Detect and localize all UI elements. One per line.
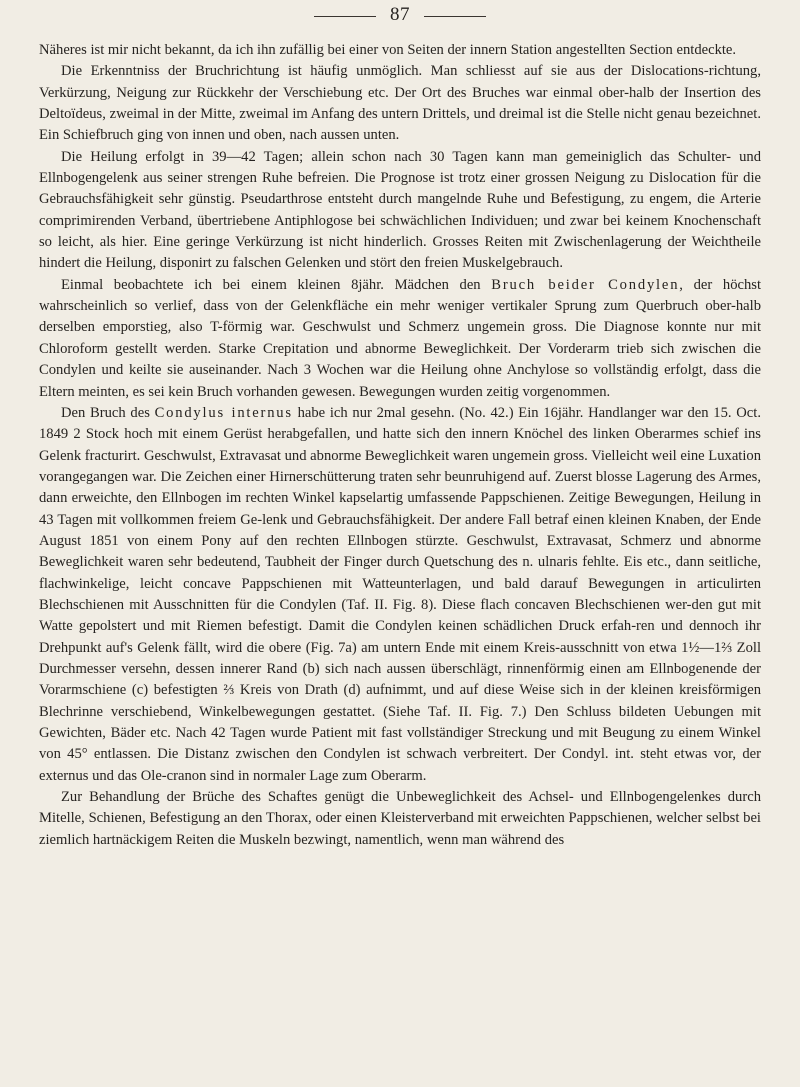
page-number: 87 bbox=[390, 4, 410, 25]
body-text bbox=[39, 40, 761, 851]
paragraph-lead-text: Einmal beobachtete ich bei einem kleinen 8jähr. Mädchen den bbox=[61, 276, 492, 293]
paragraph-section-note: Näheres ist mir nicht bekannt, da ich ihn zufällig bei einer von Seiten der innern Station angestellten Section entdeckte. bbox=[39, 42, 737, 58]
paragraph-body-text: habe ich nur 2mal gesehn. (No. 42.) Ein 16jähr. Handlanger war den 15. Oct. 1849 2 Stock hoch mit einem Gerüst herabgefallen, und hatte sich den innern Knöchel des linken Oberarmes schief ins Gelenk fracturirt. Geschwulst, Extravasat und abnorme Beweglichkeit waren ungemein gross. Vielleicht weil eine Luxation vorangegangen war. Die Zeichen einer Hirnerschütterung traten sehr beunruhigend auf. Zuerst blosse Lagerung des Armes, dann erweichte, den Ellnbogen im rechten Winkel kapselartig umfassende Pappschienen. Zeitige Bewegungen, Heilung in 43 Tagen mit vollkommen freiem Ge-lenk und Gebrauchsfähigkeit. Der andere Fall betraf einen kleinen Knaben, der Ende August 1851 von einem Pony auf den rechten Ellnbogen stürzte. Geschwulst, Extravasat, Schmerz und abnorme Beweglichkeit waren sehr bedeutend, Taubheit der Finger durch Quetschung des n. ulnaris fehlte. Eis etc., dann seitliche, flachwinkelige, leicht concave Pappschienen mit Watteunterlagen, und bald darauf Bewegungen in articulirten Blechschienen mit Ausschnitten für die Condylen (Taf. II. Fig. 8). Diese flach concaven Blechschienen wer-den gut mit Watte gepolstert und mit Riemen befestigt. Damit die Condylen keinen schädlichen Druck erfah-ren und dennoch ihr Drehpunkt auf's Gelenk fällt, wird die obere (Fig. 7a) am untern Ende mit einem Kreis-ausschnitt von etwa 1½—1⅔ Zoll Durchmesser versehn, dessen innerer Rand (b) sich nach aussen überschlägt, rinnenförmig einen am Ellnbogenende der Vorarmschiene (c) befestigten ⅔ Kreis von Drath (d) aufnimmt, und auf diese Weise sich in der kleinen kreisförmigen Blechrinne verschiebend, Winkelbewegungen gestattet. (Siehe Taf. II. Fig. 7.) Den Schluss bildeten Uebungen mit Gewichten, Bäder etc. Nach 42 Tagen wurde Patient mit fast vollständiger Streckung und mit Beugung zu einem Winkel von 45° entlassen. Die Distanz zwischen den Condylen ist schwach verbreitert. Der Condyl. int. steht etwas vor, der externus und das Ole-cranon sind in normaler Lage zum Oberarm. bbox=[39, 404, 761, 784]
paragraph-condylus-internus bbox=[39, 403, 761, 787]
header-rule-right bbox=[424, 16, 486, 17]
page-header bbox=[0, 4, 800, 26]
spaced-term: Condylus internus bbox=[154, 404, 293, 421]
spaced-term: Bruch beider Condylen bbox=[491, 276, 680, 293]
header-rule-left bbox=[314, 16, 376, 17]
paragraph-lead-text: Den Bruch des bbox=[61, 404, 155, 421]
paragraph-behandlung-schaft: Zur Behandlung der Brüche des Schaftes genügt die Unbeweglichkeit des Achsel- und Ellnbogengelenkes durch Mitelle, Schienen, Befestigung an den Thorax, oder einen Kleisterverband mit erweichten Pappschienen, welcher selbst bei ziemlich hartnäckigem Reiten die Muskeln bezwingt, namentlich, wenn man während des bbox=[39, 789, 761, 848]
paragraph-bruchrichtung: Die Erkenntniss der Bruchrichtung ist häufig unmöglich. Man schliesst auf sie aus der Dislocations-richtung, Verkürzung, Neigung zur Rückkehr der Verschiebung etc. Der Ort des Bruches war einmal ober-halb der Insertion des Deltoïdeus, zweimal in der Mitte, zweimal im Anfang des untern Drittels, und dreimal ist die Stelle nicht genau bezeichnet. Ein Schiefbruch ging von innen und oben, nach aussen unten. bbox=[39, 63, 761, 144]
paragraph-bruch-beider-condylen bbox=[39, 275, 761, 403]
paragraph-heilung: Die Heilung erfolgt in 39—42 Tagen; allein schon nach 30 Tagen kann man gemeiniglich das Schulter- und Ellnbogengelenk aus seiner strengen Ruhe befreien. Die Prognose ist trotz einer grossen Neigung zu Dislocation für die Gebrauchsfähigkeit sehr günstig. Pseudarthrose entsteht durch mangelnde Ruhe und Befestigung, zu engem, die Arterie comprimirenden Verband, übertriebene Antiphlogose bei schwächlichen Individuen; und zwar bei keinem Knochenschaft so leicht, als hier. Eine geringe Verkürzung ist nicht hinderlich. Grosses Reiten mit Zwischenlagerung der Weichtheile hindert die Heilung, disponirt zu falschen Gelenken und stört den freien Muskelgebrauch. bbox=[39, 148, 761, 272]
paragraph-body-text: , der höchst wahrscheinlich so verlief, dass von der Gelenkfläche ein mehr weniger vertikaler Sprung zum Querbruch ober-halb derselben emporstieg, also T-förmig war. Geschwulst und Schmerz ungemein gross. Die Diagnose konnte nur mit Chloroform gestellt werden. Starke Crepitation und abnorme Beweglichkeit. Der Vorderarm trieb sich zwischen die Condylen und keilte sie auseinander. Nach 3 Wochen war die Heilung ohne Anchylose so vollständig erfolgt, dass die Eltern meinten, es sei kein Bruch vorhanden gewesen. Bewegungen wurden zeitig vorgenommen. bbox=[39, 276, 762, 400]
